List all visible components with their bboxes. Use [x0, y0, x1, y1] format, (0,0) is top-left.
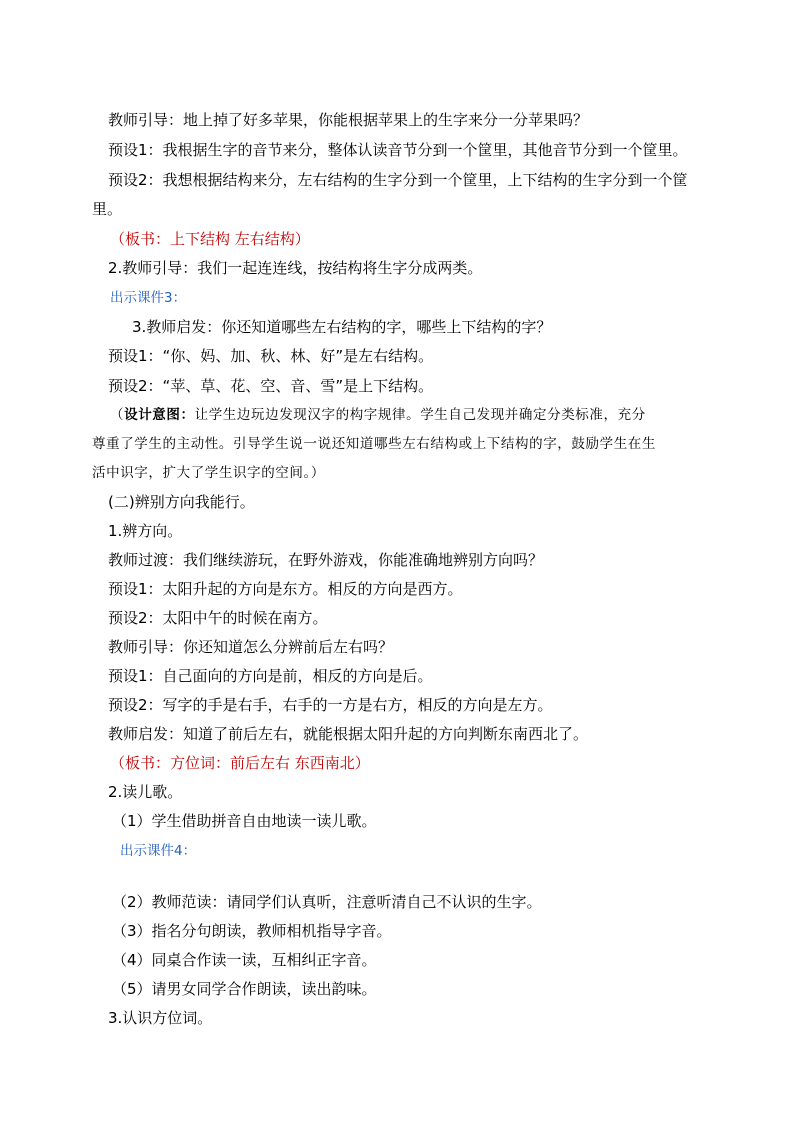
step2-line: 2.教师引导：我们一起连连线，按结构将生字分成两类。 [108, 259, 483, 277]
preset-right-line: 预设2：写字的手是右手，右手的一方是右方，相反的方向是左方。 [108, 696, 553, 714]
preset1-lr-line: 预设1：“你、妈、加、秋、林、好”是左右结构。 [108, 347, 434, 365]
sub3-line: （3）指名分句朗读，教师相机指导字音。 [112, 922, 392, 940]
step3-line: 3.教师启发：你还知道哪些左右结构的字，哪些上下结构的字？ [132, 318, 552, 336]
preset2-tb-line: 预设2：“苹、草、花、空、音、雪”是上下结构。 [108, 377, 434, 395]
design-intent-line3: 活中识字，扩大了学生识字的空间。） [92, 465, 325, 481]
sub1-line: （1）学生借助拼音自由地读一读儿歌。 [112, 812, 377, 830]
step2-rhyme-line: 2.读儿歌。 [108, 783, 183, 801]
preset2-line-cont: 里。 [92, 200, 123, 218]
preset1-line: 预设1：我根据生字的音节来分，整体认读音节分到一个筐里，其他音节分到一个筐里。 [108, 141, 688, 159]
sub2-line: （2）教师范读：请同学们认真听，注意听清自己不认识的生字。 [112, 893, 542, 911]
sub4-line: （4）同桌合作读一读，互相纠正字音。 [112, 951, 377, 969]
courseware-3-label: 出示课件3： [110, 290, 187, 306]
sub5-line: （5）请男女同学合作朗读，读出韵味。 [112, 980, 377, 998]
step1-line: 1.辨方向。 [108, 522, 183, 540]
section-heading: (二)辨别方向我能行。 [108, 493, 255, 511]
preset2-line: 预设2：我想根据结构来分，左右结构的生字分到一个筐里，上下结构的生字分到一个筐 [108, 171, 688, 189]
transition-line: 教师过渡：我们继续游玩，在野外游戏，你能准确地辨别方向吗？ [108, 551, 544, 569]
design-intent-label: 设计意图： [124, 407, 195, 423]
teacher-guide-line: 教师引导：地上掉了好多苹果，你能根据苹果上的生字来分一分苹果吗？ [108, 111, 589, 129]
design-intent-line1: （设计意图：让学生边玩边发现汉字的构字规律。学生自己发现并确定分类标准，充分 [110, 407, 646, 423]
preset-south-line: 预设2：太阳中午的时候在南方。 [108, 609, 328, 627]
design-intent-line2: 尊重了学生的主动性。引导学生说一说还知道哪些左右结构或上下结构的字，鼓励学生在生 [92, 436, 656, 452]
step3-words-line: 3.认识方位词。 [108, 1009, 213, 1027]
inspire-line: 教师启发：知道了前后左右，就能根据太阳升起的方向判断东南西北了。 [108, 725, 589, 743]
guide-direction-line: 教师引导：你还知道怎么分辨前后左右吗？ [108, 638, 394, 656]
board-note-1: （板书：上下结构 左右结构） [110, 230, 310, 248]
board-note-2: （板书：方位词：前后左右 东西南北） [110, 754, 370, 772]
preset-east-line: 预设1：太阳升起的方向是东方。相反的方向是西方。 [108, 580, 463, 598]
preset-front-line: 预设1：自己面向的方向是前，相反的方向是后。 [108, 667, 433, 685]
design-intent-text1: 让学生边玩边发现汉字的构字规律。学生自己发现并确定分类标准，充分 [194, 407, 646, 423]
courseware-4-label: 出示课件4： [120, 843, 197, 859]
